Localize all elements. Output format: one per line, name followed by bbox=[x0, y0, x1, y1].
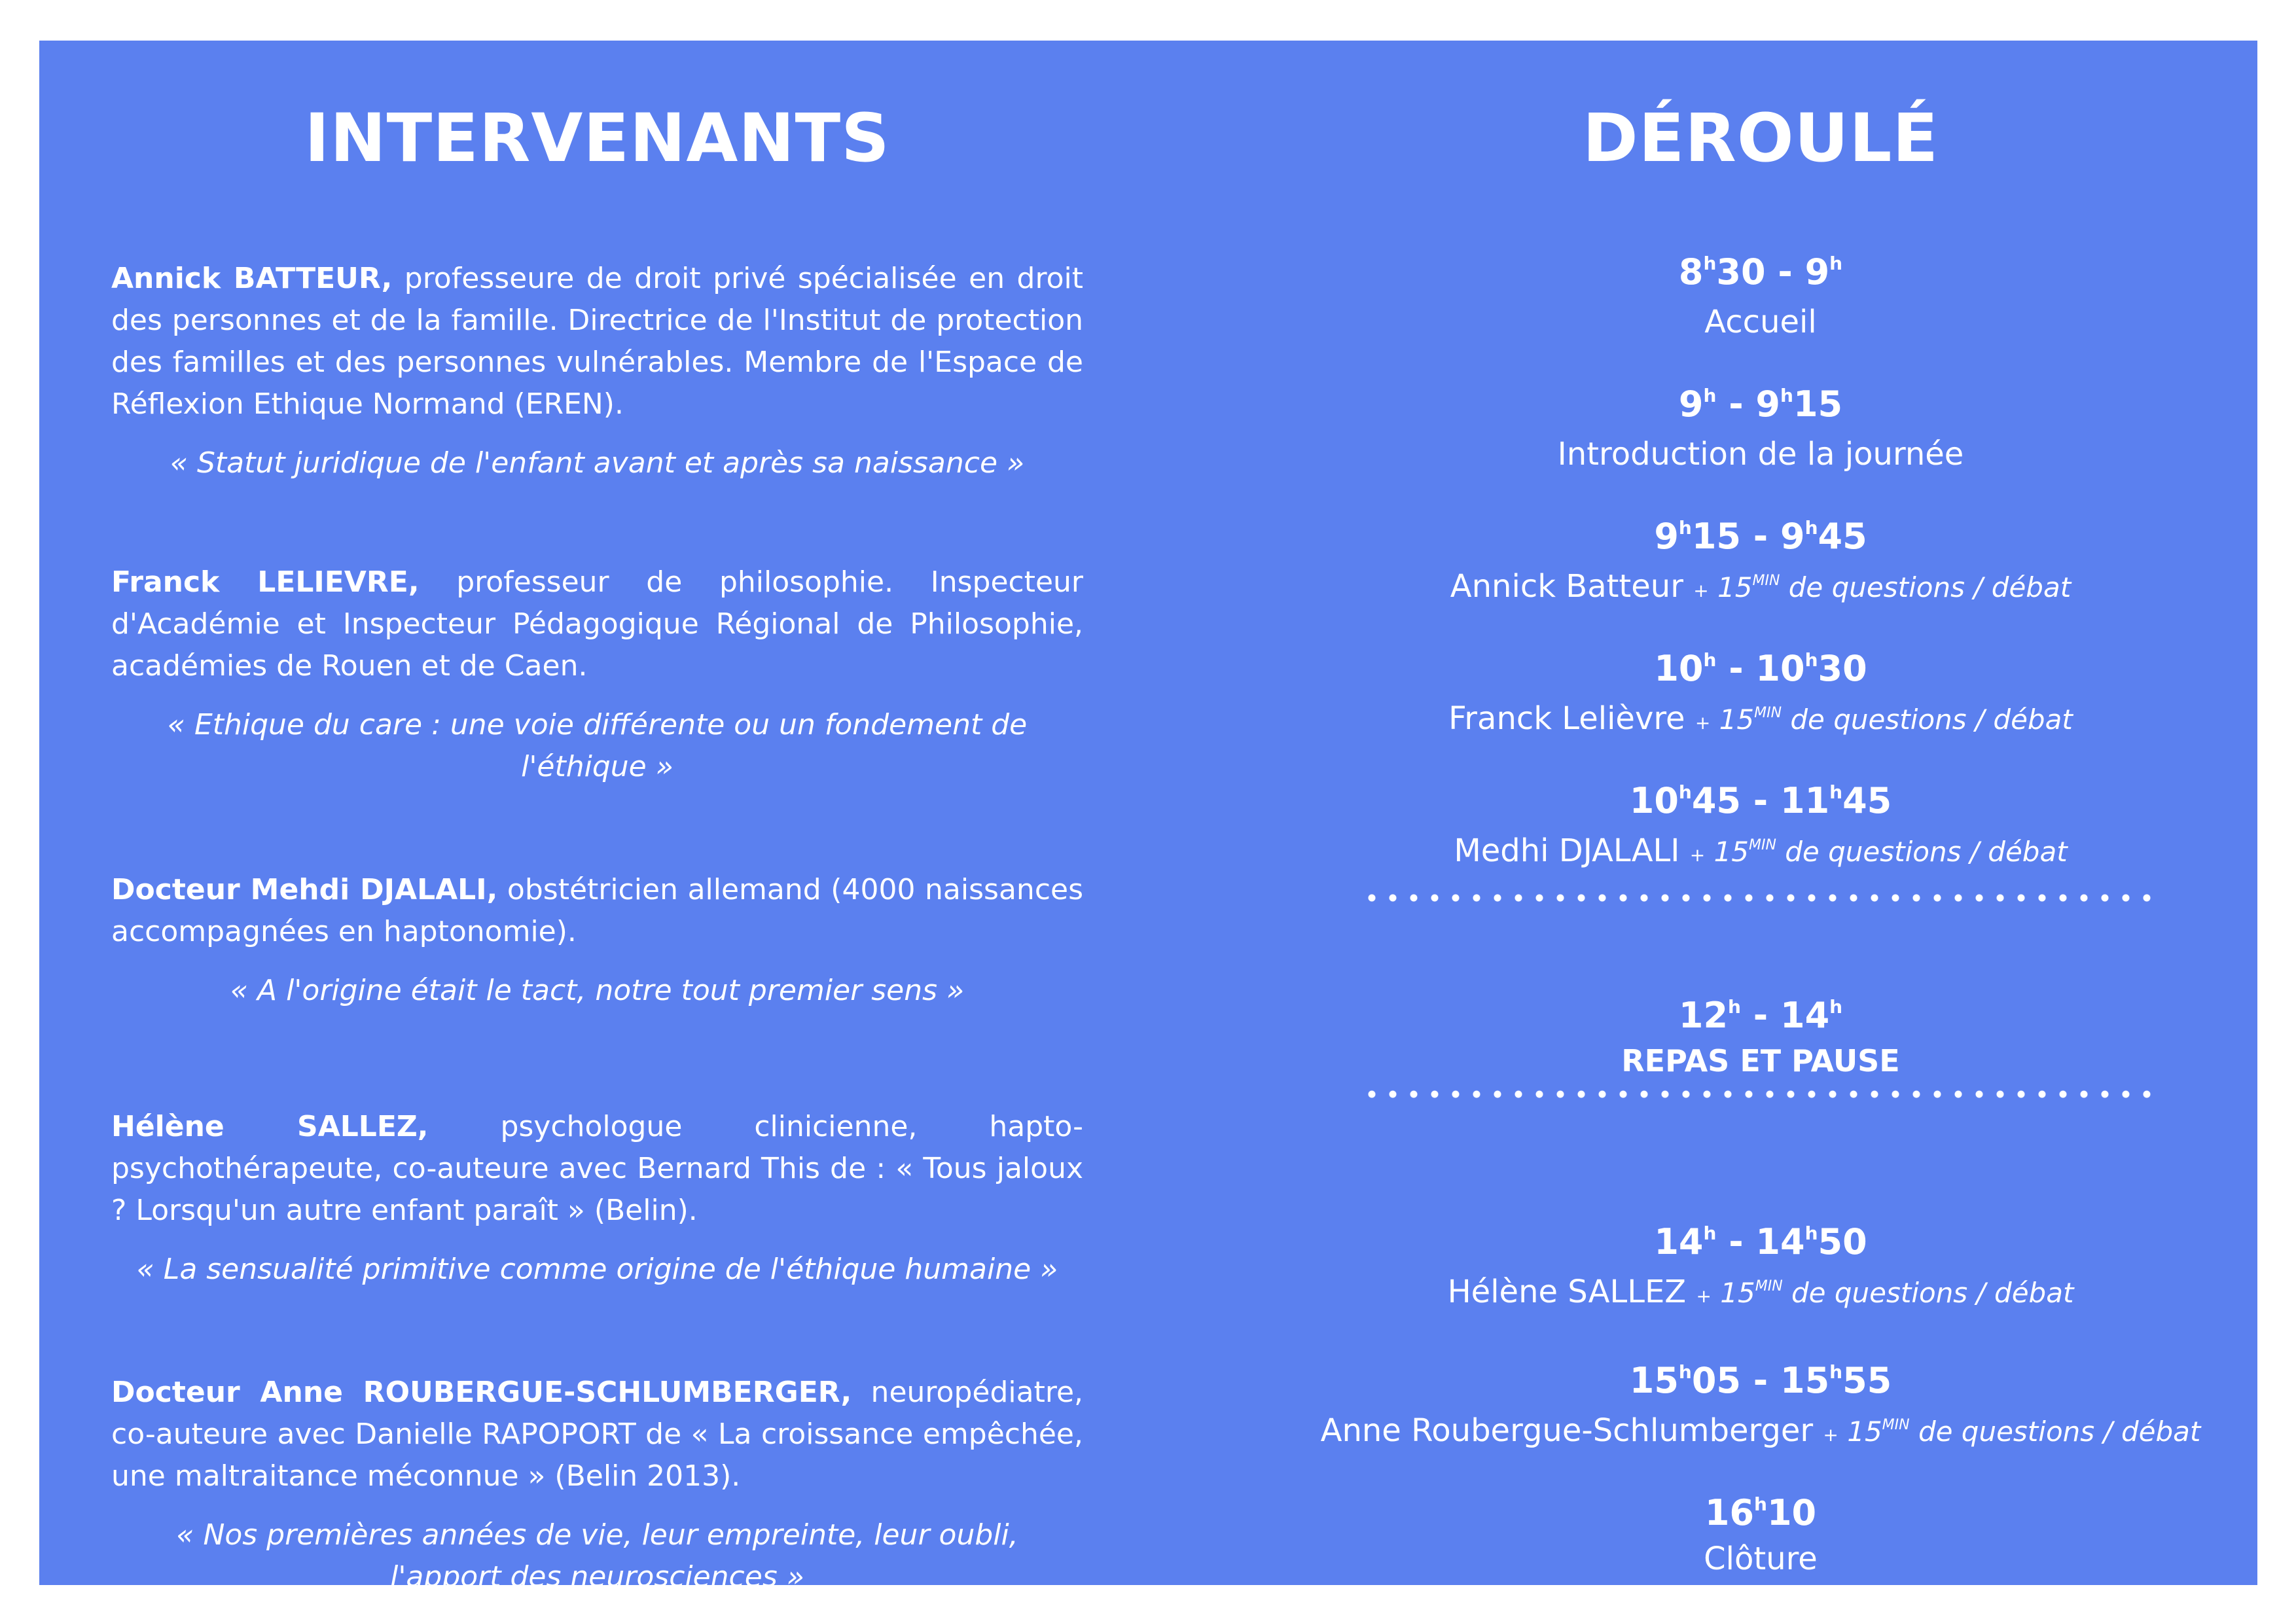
speaker-bio: Docteur Anne ROUBERGUE-SCHLUMBERGER, neuropédiatre, co-auteure avec Danielle RAPOPORT de « La croissance empêchée, une maltraitance méconnue » (Belin 2013). bbox=[111, 1376, 1083, 1493]
schedule-slot bbox=[1257, 512, 2265, 616]
slot-description: Clôture bbox=[1704, 1541, 1818, 1577]
slot-time: 10$^h$ - 10$^h$30 bbox=[1654, 648, 1867, 689]
intervenants-column bbox=[111, 93, 1084, 1594]
slot-description: Medhi DJALALI + $15^{MIN}$ de questions / débat bbox=[1454, 832, 2068, 869]
deroule-title: DÉROULÉ bbox=[1582, 99, 1939, 177]
schedule-slot bbox=[1257, 247, 2265, 347]
talk-title: « Statut juridique de l'enfant avant et après sa naissance » bbox=[170, 446, 1025, 480]
dotted-separator bbox=[1361, 893, 2160, 902]
speaker-name: Annick BATTEUR, bbox=[111, 262, 393, 295]
slot-time: 14$^h$ - 14$^h$50 bbox=[1654, 1221, 1867, 1262]
talk-title: « Nos premières années de vie, leur empreinte, leur oubli, l'apport des neurosciences » bbox=[176, 1518, 1018, 1594]
questions-note: + $15^{MIN}$ de questions / débat bbox=[1823, 1416, 2201, 1448]
schedule-slot bbox=[1257, 991, 2265, 1081]
speaker-name: Hélène SALLEZ, bbox=[111, 1110, 429, 1143]
program-panel bbox=[39, 41, 2257, 1594]
speaker-block bbox=[111, 1372, 1083, 1598]
speaker-bio: Hélène SALLEZ, psychologue clinicienne, hapto-psychothérapeute, co-auteure avec Bernard This de : « Tous jaloux ? Lorsqu'un autre enfant paraît » (Belin). bbox=[111, 1110, 1083, 1227]
slot-description: Introduction de la journée bbox=[1557, 436, 1964, 473]
slot-time: 9$^h$15 - 9$^h$45 bbox=[1654, 516, 1867, 557]
intervenants-title: INTERVENANTS bbox=[304, 99, 890, 177]
slot-description: Anne Roubergue-Schlumberger + $15^{MIN}$ de questions / débat bbox=[1320, 1412, 2201, 1449]
speaker-bio: Annick BATTEUR, professeure de droit privé spécialisée en droit des personnes et de la famille. Directrice de l'Institut de protection des familles et des personnes vulnérables. Membre de l'Espace de Réflexion Ethique Normand (EREN). bbox=[111, 262, 1083, 421]
speaker-block bbox=[111, 1106, 1083, 1291]
schedule-slot bbox=[1257, 644, 2265, 748]
deroule-column bbox=[1257, 93, 2265, 1577]
slot-description: REPAS ET PAUSE bbox=[1621, 1043, 1900, 1079]
slot-description: Franck Lelièvre + $15^{MIN}$ de questions / débat bbox=[1448, 700, 2073, 737]
speaker-bio: Docteur Mehdi DJALALI, obstétricien allemand (4000 naissances accompagnées en haptonomie). bbox=[111, 873, 1084, 948]
slot-time: 8$^h$30 - 9$^h$ bbox=[1678, 251, 1843, 293]
speaker-block bbox=[111, 869, 1083, 1012]
speaker-name: Docteur Anne ROUBERGUE-SCHLUMBERGER, bbox=[111, 1376, 852, 1409]
questions-note: + $15^{MIN}$ de questions / débat bbox=[1696, 1277, 2074, 1309]
schedule-slot bbox=[1257, 1488, 2265, 1580]
schedule-slot bbox=[1257, 380, 2265, 479]
speaker-name: Franck LELIEVRE, bbox=[111, 565, 420, 599]
speaker-bio: Franck LELIEVRE, professeur de philosophie. Inspecteur d'Académie et Inspecteur Pédagogique Régional de Philosophie, académies de Rouen et de Caen. bbox=[111, 565, 1084, 683]
slot-time: 16$^h$10 bbox=[1704, 1492, 1817, 1533]
schedule-slot bbox=[1257, 1356, 2265, 1460]
talk-title: « La sensualité primitive comme origine de l'éthique humaine » bbox=[136, 1253, 1058, 1286]
questions-note: + $15^{MIN}$ de questions / débat bbox=[1695, 704, 2073, 736]
slot-time: 12$^h$ - 14$^h$ bbox=[1678, 995, 1843, 1036]
schedule-slot bbox=[1257, 1217, 2265, 1321]
dotted-separator bbox=[1361, 1090, 2160, 1099]
schedule-slot bbox=[1257, 776, 2265, 880]
slot-time: 15$^h$05 - 15$^h$55 bbox=[1629, 1360, 1892, 1401]
talk-title: « A l'origine était le tact, notre tout premier sens » bbox=[230, 974, 965, 1007]
speaker-block bbox=[111, 258, 1083, 484]
speaker-name: Docteur Mehdi DJALALI, bbox=[111, 873, 498, 906]
talk-title: « Ethique du care : une voie différente ou un fondement de l'éthique » bbox=[167, 708, 1028, 783]
speaker-block bbox=[111, 562, 1083, 788]
questions-note: + $15^{MIN}$ de questions / débat bbox=[1693, 571, 2072, 603]
slot-description: Annick Batteur + $15^{MIN}$ de questions / débat bbox=[1450, 568, 2072, 605]
slot-time: 10$^h$45 - 11$^h$45 bbox=[1629, 780, 1892, 821]
slot-time: 9$^h$ - 9$^h$15 bbox=[1678, 383, 1843, 425]
questions-note: + $15^{MIN}$ de questions / débat bbox=[1689, 836, 2068, 868]
slot-description: Hélène SALLEZ + $15^{MIN}$ de questions / débat bbox=[1447, 1274, 2074, 1310]
slot-description: Accueil bbox=[1704, 304, 1817, 340]
